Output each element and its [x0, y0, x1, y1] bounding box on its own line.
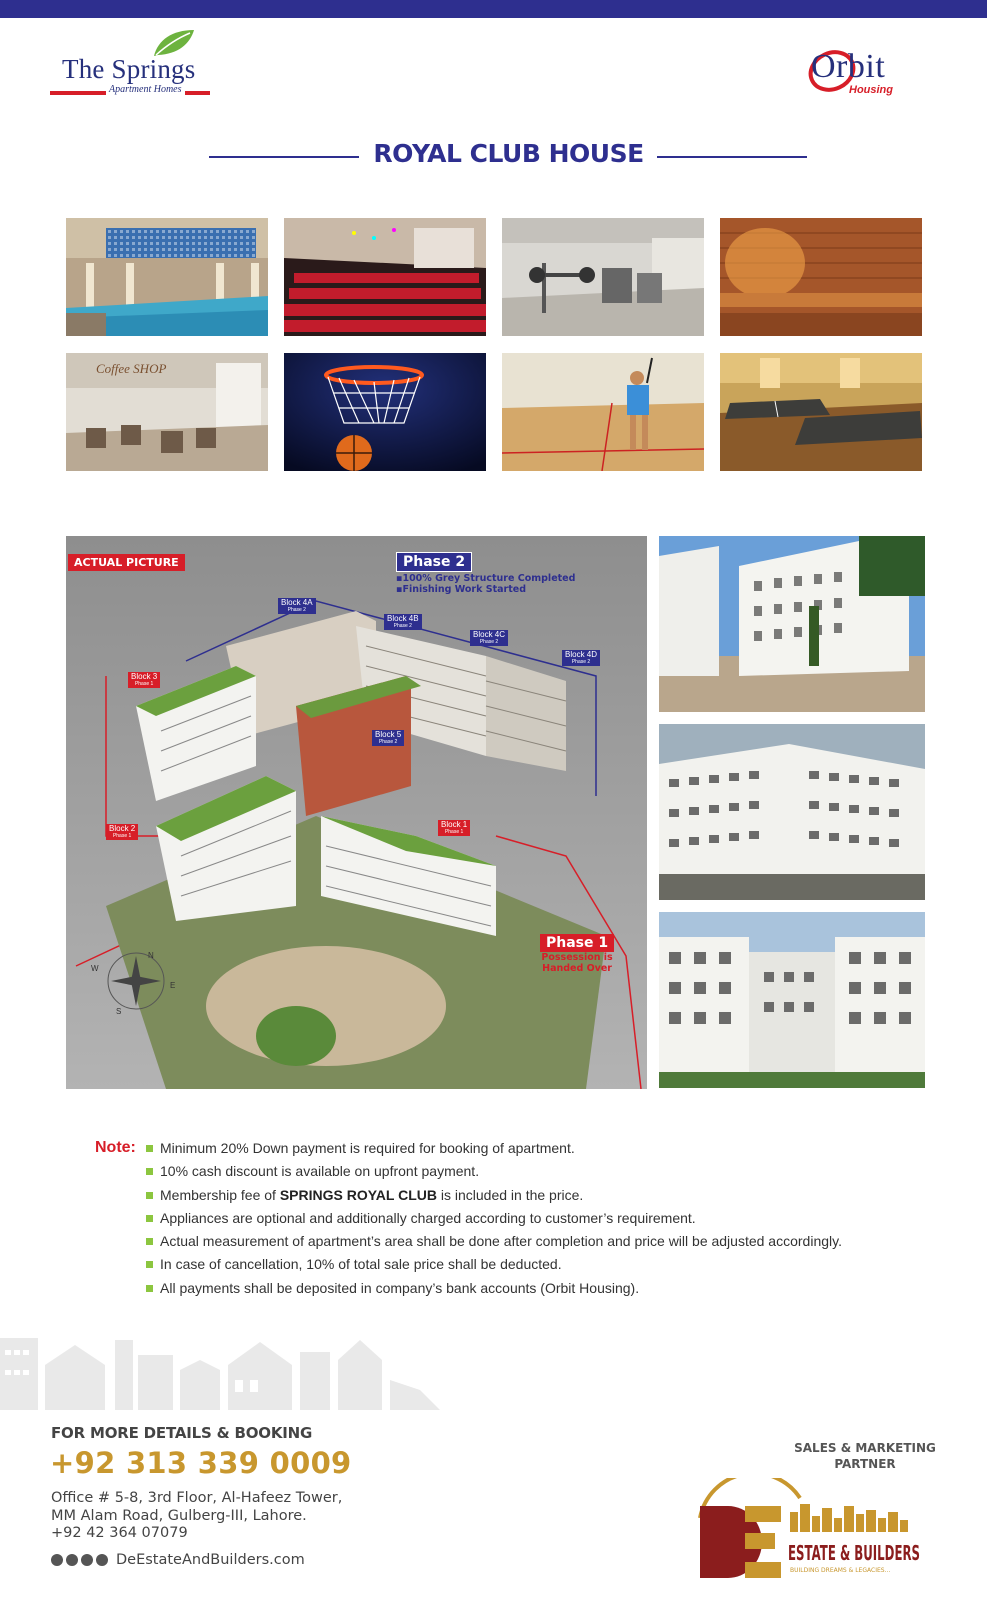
- photo-gym: [502, 218, 704, 336]
- phase1-callout: [540, 934, 614, 974]
- block-name: Block 3: [131, 672, 158, 681]
- block-tag-2: [106, 824, 138, 840]
- photo-cinema: [284, 218, 486, 336]
- instagram-icon[interactable]: [81, 1554, 93, 1566]
- block-phase: Phase 2: [287, 607, 306, 613]
- address-line: MM Alam Road, Gulberg-III, Lahore.: [51, 1507, 307, 1524]
- office-address: [51, 1490, 342, 1543]
- photo-building-2: [659, 724, 925, 900]
- photo-squash: [502, 353, 704, 471]
- partner-label-line-2: PARTNER: [834, 1457, 896, 1471]
- orbit-logo: [805, 40, 915, 102]
- block-phase: Phase 2: [393, 623, 412, 629]
- compass-w: W: [91, 964, 99, 973]
- booking-phone[interactable]: +92 313 339 0009: [50, 1446, 352, 1480]
- cafe-sign: Coffee SHOP: [96, 361, 167, 376]
- partner-name: ESTATE & BUILDERS: [788, 1541, 920, 1565]
- address-line: Office # 5-8, 3rd Floor, Al-Hafeez Tower,: [51, 1490, 343, 1506]
- springs-name: The Springs: [62, 54, 196, 84]
- page-title: ROYAL CLUB HOUSE: [373, 139, 644, 168]
- bullet-icon: [146, 1215, 153, 1222]
- title-rule-left: [209, 156, 359, 158]
- phase2-title: Phase 2: [396, 552, 472, 572]
- booking-heading: FOR MORE DETAILS & BOOKING: [51, 1424, 313, 1442]
- block-tag-3: [128, 672, 160, 688]
- social-links: [51, 1551, 305, 1569]
- facebook-icon[interactable]: [66, 1554, 78, 1566]
- block-name: Block 2: [109, 824, 136, 833]
- bullet-icon: [146, 1145, 153, 1152]
- phase2-point-1-text: 100% Grey Structure Completed: [402, 573, 576, 584]
- title-rule-right: [657, 156, 807, 158]
- photo-sauna: [720, 218, 922, 336]
- phase1-line-2: Handed Over: [542, 963, 612, 974]
- youtube-icon[interactable]: [96, 1554, 108, 1566]
- block-phase: Phase 1: [112, 833, 132, 839]
- compass-n: N: [148, 951, 154, 960]
- note-item: [146, 1138, 842, 1161]
- springs-tagline: Apartment Homes: [106, 84, 185, 95]
- estate-builders-logo: [690, 1478, 940, 1588]
- block-tag-5: [372, 730, 404, 746]
- photo-table-tennis: [720, 353, 922, 471]
- photo-building-3: [659, 912, 925, 1088]
- block-tag-4a: [278, 598, 316, 614]
- bullet-icon: [146, 1168, 153, 1175]
- note-text: Actual measurement of apartment’s area shall be done after completion and price will be adjusted accordingly.: [160, 1233, 842, 1250]
- note-item: [146, 1185, 842, 1208]
- photo-building-1: [659, 536, 925, 712]
- phase2-callout: [396, 552, 575, 595]
- site-plan: [66, 536, 647, 1089]
- block-name: Block 5: [375, 730, 402, 739]
- block-name: Block 1: [441, 820, 468, 829]
- note-text: Minimum 20% Down payment is required for booking of apartment.: [160, 1140, 575, 1156]
- block-phase: Phase 1: [134, 681, 154, 687]
- notes-list: [146, 1138, 842, 1301]
- note-item: [146, 1254, 842, 1277]
- bullet-icon: [146, 1261, 153, 1268]
- photo-swimming-pool: [66, 218, 268, 336]
- note-text: Appliances are optional and additionally charged according to customer’s requirement.: [160, 1209, 696, 1226]
- website-link[interactable]: DeEstateAndBuilders.com: [116, 1552, 305, 1568]
- bullet-icon: [146, 1192, 153, 1199]
- note-text-tail: is included in the price.: [436, 1186, 584, 1203]
- phase1-line-1: Possession is: [541, 952, 613, 963]
- photo-basketball: [284, 353, 486, 471]
- top-bar: [0, 0, 987, 18]
- block-phase: Phase 1: [444, 829, 464, 835]
- block-phase: Phase 2: [479, 639, 499, 645]
- block-tag-4b: [384, 614, 422, 630]
- note-item: [146, 1161, 842, 1184]
- block-name: Block 4A: [281, 598, 313, 607]
- skyline-graphic: [0, 1320, 450, 1410]
- note-bold-text: SPRINGS ROYAL CLUB: [279, 1186, 437, 1203]
- note-item: [146, 1231, 842, 1254]
- partner-tagline: BUILDING DREAMS & LEGACIES...: [790, 1567, 891, 1574]
- note-label: Note:: [95, 1139, 136, 1156]
- phase2-point-2: ▪Finishing Work Started: [396, 584, 527, 595]
- block-tag-4c: [470, 630, 508, 646]
- photo-coffee-shop: [66, 353, 268, 471]
- orbit-name: Orbit: [811, 48, 886, 85]
- bullet-icon: [146, 1285, 153, 1292]
- note-text: In case of cancellation, 10% of total sale price shall be deducted.: [160, 1256, 562, 1273]
- block-tag-4d: [562, 650, 600, 666]
- phase1-title: Phase 1: [540, 934, 614, 952]
- bullet-icon: [146, 1238, 153, 1245]
- block-name: Block 4C: [473, 630, 506, 639]
- globe-icon[interactable]: [51, 1554, 63, 1566]
- note-text: Membership fee of: [160, 1186, 280, 1203]
- compass-s: S: [116, 1007, 122, 1016]
- partner-label-line-1: SALES & MARKETING: [794, 1441, 936, 1455]
- note-item: [146, 1278, 842, 1301]
- block-name: Block 4B: [387, 614, 419, 623]
- block-name: Block 4D: [565, 650, 598, 659]
- note-text: 10% cash discount is available on upfront payment.: [160, 1163, 480, 1180]
- block-tag-1: [438, 820, 470, 836]
- office-phone[interactable]: +92 42 364 07079: [51, 1525, 188, 1541]
- compass-e: E: [170, 981, 176, 990]
- partner-label: [790, 1440, 940, 1472]
- note-item: [146, 1208, 842, 1231]
- block-phase: Phase 2: [571, 659, 591, 665]
- phase2-point-1: ▪100% Grey Structure Completed: [396, 573, 576, 584]
- orbit-tagline: Housing: [849, 84, 893, 96]
- actual-picture-badge: ACTUAL PICTURE: [68, 554, 185, 571]
- note-text: All payments shall be deposited in company’s bank accounts (Orbit Housing).: [160, 1279, 640, 1296]
- springs-logo: [48, 28, 213, 100]
- phase2-point-2-text: Finishing Work Started: [402, 584, 527, 595]
- block-phase: Phase 2: [378, 739, 398, 745]
